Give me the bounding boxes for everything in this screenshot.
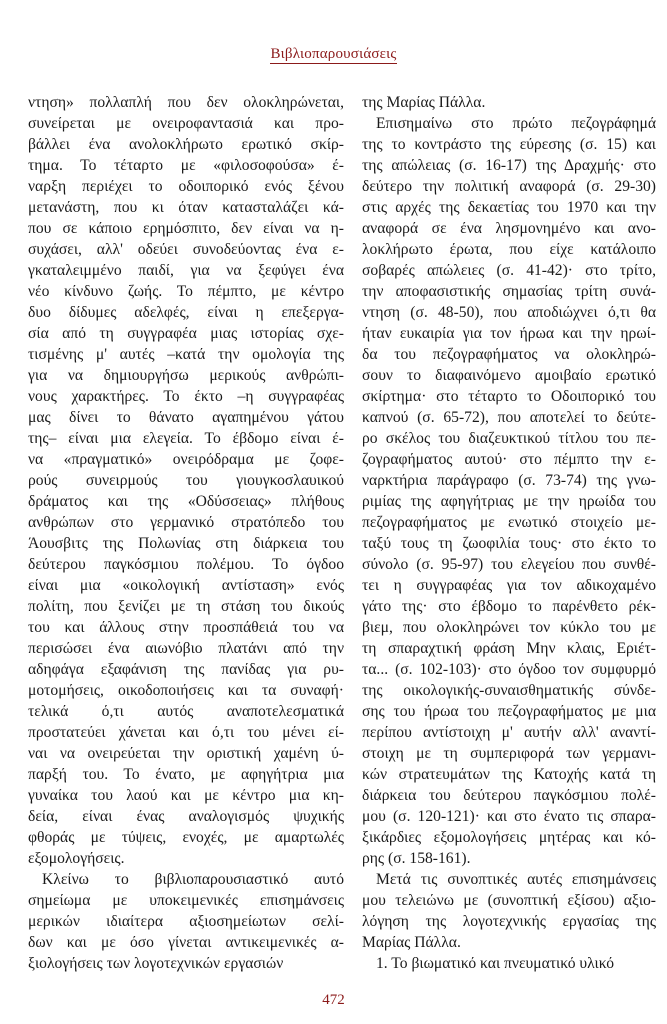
text-line: που σε κάποιο ερημόσπιτο, δεν είναι να η-: [28, 220, 344, 237]
text-line: γάτο της· στο έβδομο το παρένθετο ρέκ-: [362, 598, 656, 615]
text-line: δεύτερου παγκόσμιου πολέμου. Το όγδοο: [28, 556, 344, 573]
text-line: τη σπαραχτική φράση Μην κλαις, Εριέτ-: [362, 640, 656, 657]
text-line: δυο δίδυμες αδελφές, είναι η επεξεργα-: [28, 304, 344, 321]
text-line: της το κοντράστο της εύρεσης (σ. 15) και: [362, 136, 656, 153]
text-line: Επισημαίνω στο πρώτο πεζογράφημά: [376, 115, 656, 132]
text-line: κών στρατευμάτων της Κατοχής κατά τη: [362, 766, 656, 783]
text-line: τει η συγγραφέας για τον αδικοχαμένο: [362, 577, 656, 594]
text-line: ναρκτήρια παράγραφο (σ. 73-74) της γνω-: [362, 472, 656, 489]
text-line: την αποφασιστικής σημασίας τρίτη συνά-: [362, 283, 656, 300]
text-line: είναι μια «οικολογική αντίσταση» ενός: [28, 577, 344, 594]
text-line: για να δημιουργήσω μερικούς ανθρώπι-: [28, 367, 344, 384]
text-line: καπνού (σ. 65-72), που αποτελεί το δεύτε-: [362, 409, 656, 426]
text-line: βιεμ, που ολοκληρώνει τον κύκλο του με: [362, 619, 656, 636]
text-line: μοτομήσεις, οικοδοποιήσεις και τα συναφή·: [28, 682, 344, 699]
text-line: φθοράς με τύψεις, ενοχές, με αμαρτωλές: [28, 829, 344, 846]
text-line: γκαταλειμμένο παιδί, για να ξεφύγει ένα: [28, 262, 344, 279]
text-line: ξικάρδιες εξομολογήσεις μητέρας και κό-: [362, 829, 656, 846]
text-line: της οικολογικής-συναισθηματικής σύνδε-: [362, 682, 656, 699]
text-line: μου τελειώνω με (συνοπτική εξίσου) αξιο-: [362, 892, 656, 909]
left-text-column: [28, 92, 344, 974]
text-line: σία από τη συγγραφέα μιας ιστορίας σχε-: [28, 325, 344, 342]
page-number: 472: [322, 992, 345, 1008]
text-line: Άουσβιτς της Πολωνίας στη διάρκεια του: [28, 535, 344, 552]
text-line: 1. Το βιωματικό και πνευματικό υλικό: [376, 955, 615, 972]
text-line: ριμίας της αφηγήτριας με την ηρωίδα του: [362, 493, 656, 510]
text-line: νους χαρακτήρες. Το έκτο –η συγγραφέας: [28, 388, 344, 405]
text-line: τα... (σ. 102-103)· στο όγδοο τον συμφυρμό: [362, 661, 656, 678]
text-line: διάρκεια του δεύτερου παγκόσμιου πολέ-: [362, 787, 656, 804]
text-line: αδηφάγα εξαφάνιση της πανίδας για ρυ-: [28, 661, 344, 678]
text-line: Μαρίας Πάλλα.: [362, 934, 461, 951]
text-line: δράματος και της «Οδύσσειας» πλήθους: [28, 493, 344, 510]
text-line: ρο σκέλος του διαζευκτικού τίτλου του πε-: [362, 430, 656, 447]
text-line: του και άλλους στην προσπάθειά του να: [28, 619, 344, 636]
text-line: δων και με όσο γίνεται αντικειμενικές α-: [28, 934, 344, 951]
text-line: της– είναι μια ελεγεία. Το έβδομο είναι έ-: [28, 430, 344, 447]
text-line: τελικά ό,τι αυτός αναποτελεσματικά: [28, 703, 344, 720]
text-line: σκίρτημα· στο τέταρτο το Οδοιπορικό του: [362, 388, 656, 405]
text-line: ήταν ευκαιρία για τον ήρωα και την ηρωί-: [362, 325, 656, 342]
text-line: σοβαρές απώλειες (σ. 41-42)· στο τρίτο,: [362, 262, 656, 279]
text-line: συχάσει, αλλ' οδεύει συνοδεύοντας ένα ε-: [28, 241, 344, 258]
text-line: δα του πεζογραφήματος να ολοκληρώ-: [362, 346, 656, 363]
text-line: τημα. Το τέταρτο με «φιλοσοφούσα» έ-: [28, 157, 344, 174]
text-line: σημείωμα με υποκειμενικές επισημάνσεις: [28, 892, 344, 909]
text-line: πεζογραφήματος με ενωτικό στοιχείο με-: [362, 514, 656, 531]
text-line: μας δίνει το θάνατο αγαπημένου γάτου: [28, 409, 344, 426]
text-line: ναι να ονειρεύεται την οριστική χαμένη ύ-: [28, 745, 344, 762]
text-line: συνείρεται με ονειροφαντασιά και προ-: [28, 115, 344, 132]
text-line: περισώσει ένα αιωνόβιο πλατάνι από την: [28, 640, 344, 657]
text-line: δεύτερο την πολιτική αναφορά (σ. 29-30): [362, 178, 656, 195]
text-line: αναφορά σε ένα λησμονημένο και ανο-: [362, 220, 656, 237]
text-line: λόγηση της λογοτεχνικής εργασίας της: [362, 913, 656, 930]
text-line: της Μαρίας Πάλλα.: [362, 94, 486, 111]
text-line: σύνολο (σ. 95-97) του ελεγείου που συνθέ-: [362, 556, 656, 573]
text-line: Μετά τις συνοπτικές αυτές επισημάνσεις: [376, 871, 656, 888]
text-line: περίπου αντίστοιχη μ' αυτήν αλλ' αναντί-: [362, 724, 656, 741]
section-title: Βιβλιοπαρουσιάσεις: [270, 46, 397, 62]
text-line: Κλείνω το βιβλιοπαρουσιαστικό αυτό: [42, 871, 344, 888]
text-line: ανθρώπων στο γερμανικό στρατόπεδο του: [28, 514, 344, 531]
text-line: σης του ήρωα του πεζογραφήματος με μια: [362, 703, 656, 720]
running-header: [0, 46, 667, 63]
text-line: ρούς συνειρμούς του γιουγκοσλαυικού: [28, 472, 344, 489]
text-line: γυναίκα του λαού και με κέντρο μια κη-: [28, 787, 344, 804]
text-line: ταξύ τους τη ζωοφιλία τους· στο έκτο το: [362, 535, 656, 552]
right-text-column: [362, 92, 656, 974]
text-line: νέο κίνδυνο ζωής. Το πέμπτο, με κέντρο: [28, 283, 344, 300]
text-line: βάλλει ένα ανολοκλήρωτο ερωτικό σκίρ-: [28, 136, 344, 153]
text-line: σουν το διαφαινόμενο αμοιβαίο ερωτικό: [362, 367, 656, 384]
text-line: τισμένης μ' αυτές –κατά την ομολογία της: [28, 346, 344, 363]
text-line: ζογραφήματος αυτού· στο πέμπτο την ε-: [362, 451, 656, 468]
text-line: παρξή του. Το ένατο, με αφηγήτρια μια: [28, 766, 344, 783]
text-line: εξομολογήσεις.: [28, 850, 125, 867]
text-line: δεία, είναι ένας αναλογισμός ψυχικής: [28, 808, 344, 825]
text-line: ντηση (σ. 48-50), που αποδιώχνει ό,τι θα: [362, 304, 656, 321]
text-line: ντηση» πολλαπλή που δεν ολοκληρώνεται,: [28, 94, 344, 111]
text-line: μερικών ιδιαίτερα αξιοσημείωτων σελί-: [28, 913, 344, 930]
text-line: ρης (σ. 158-161).: [362, 850, 471, 867]
text-line: να «πραγματικό» ονειρόδραμα με ζοφε-: [28, 451, 344, 468]
text-line: λοκλήρωτο έρωτα, που είχε κατάλοιπο: [362, 241, 656, 258]
text-line: μετανάστη, που κι όταν κατασταλάζει κά-: [28, 199, 344, 216]
text-line: της απώλειας (σ. 16-17) της Δραχμής· στο: [362, 157, 656, 174]
text-line: προστατεύει χάνεται και ό,τι του μένει εί-: [28, 724, 344, 741]
text-line: ναρξη περιέχει το οδοιπορικό ενός ξένου: [28, 178, 344, 195]
text-line: ξιολογήσεις των λογοτεχνικών εργασιών: [28, 955, 284, 972]
text-line: στοιχη με τη συμπεριφορά των γερμανι-: [362, 745, 656, 762]
text-line: στις αρχές της δεκαετίας του 1970 και την: [362, 199, 656, 216]
text-line: πολίτη, που ξενίζει με τη στάση του δικούς: [28, 598, 344, 615]
text-line: μου (σ. 120-121)· και στο ένατο τις σπαρα-: [362, 808, 656, 825]
